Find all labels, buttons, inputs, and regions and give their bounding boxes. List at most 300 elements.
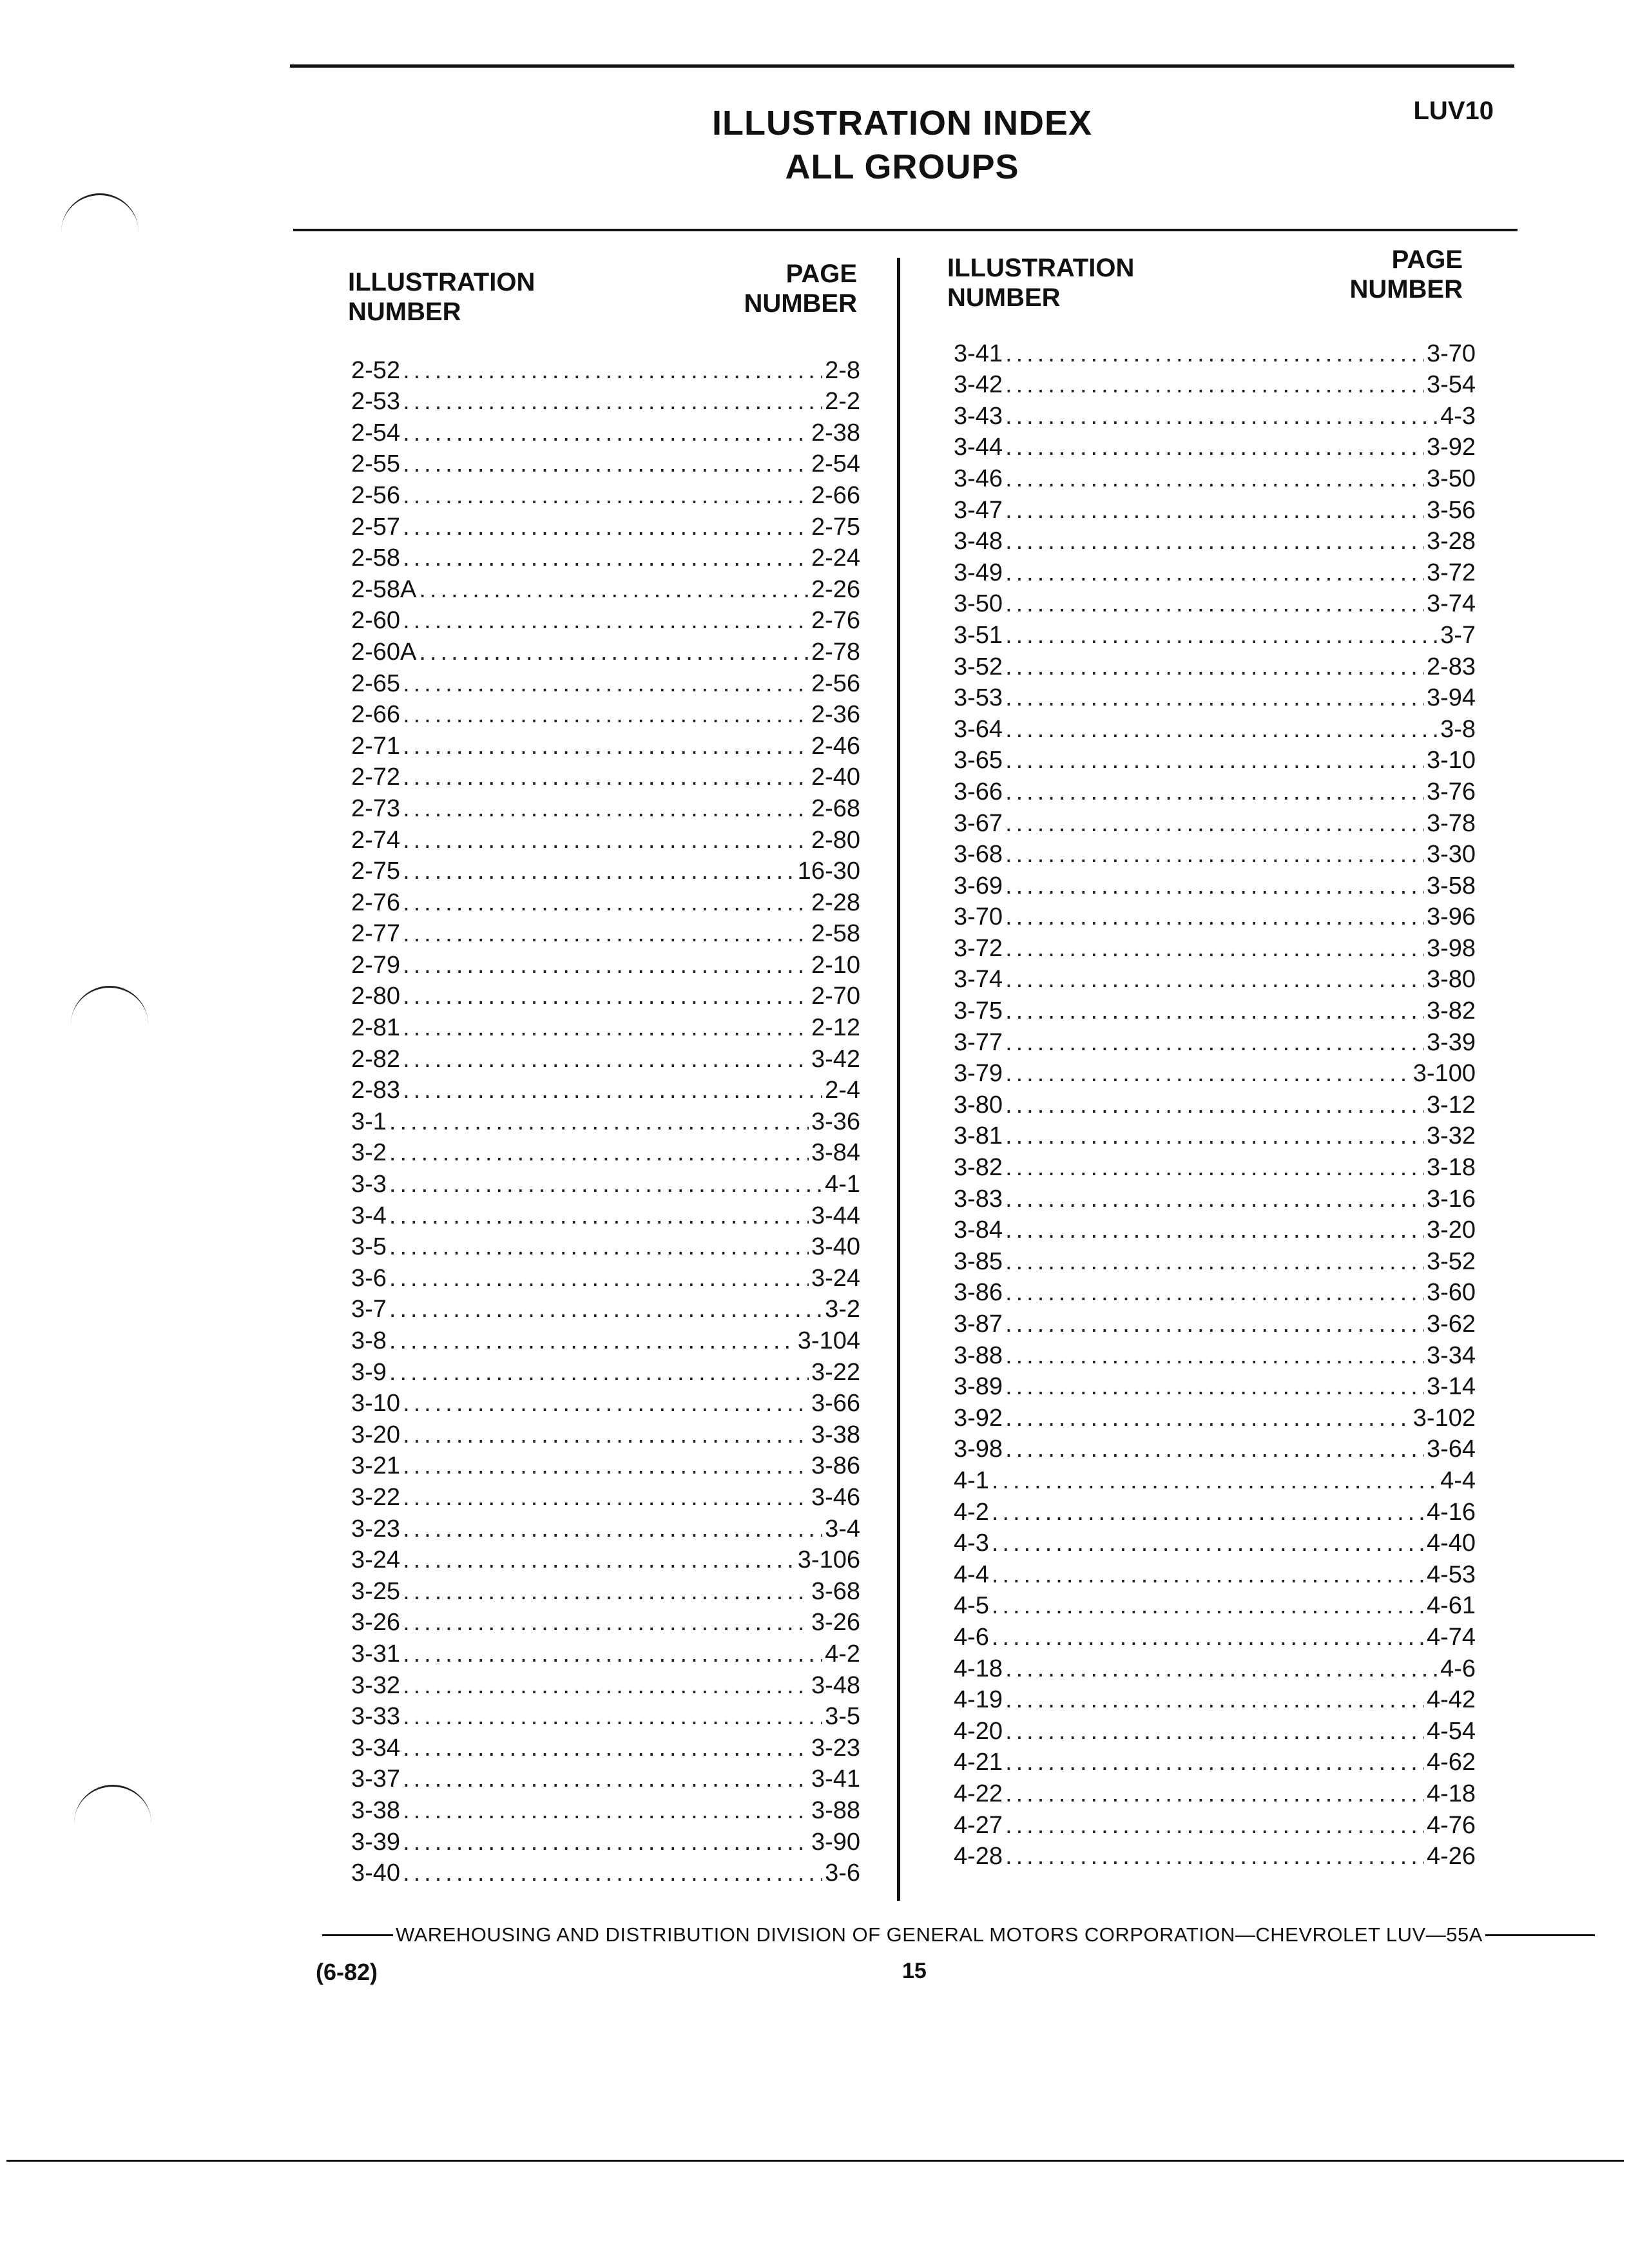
page-reference: 2-75 <box>811 513 860 541</box>
page-reference: 3-36 <box>811 1108 860 1135</box>
page-reference: 3-28 <box>1426 528 1476 555</box>
illustration-number: 3-31 <box>351 1640 401 1667</box>
dot-leader <box>1005 1278 1424 1307</box>
dot-leader <box>1005 559 1424 587</box>
illustration-number: 2-75 <box>351 858 401 885</box>
page-reference: 3-74 <box>1426 590 1476 618</box>
revision-date: (6-82) <box>316 1959 378 1985</box>
page-reference: 3-82 <box>1426 997 1476 1025</box>
punch-hole-mark <box>61 193 139 240</box>
page-reference: 3-32 <box>1426 1122 1476 1150</box>
index-entry <box>351 1293 860 1324</box>
page-reference: 2-66 <box>811 481 860 509</box>
dot-leader <box>403 544 809 572</box>
footer-publisher-line <box>322 1923 1547 1946</box>
page-reference: 3-68 <box>811 1577 860 1605</box>
illustration-number: 2-81 <box>351 1014 401 1042</box>
illustration-number: 3-65 <box>954 747 1003 774</box>
illustration-number: 3-20 <box>351 1421 401 1448</box>
page-reference: 3-2 <box>825 1296 860 1323</box>
index-entry <box>954 1088 1476 1119</box>
index-entry <box>954 869 1476 900</box>
index-entry <box>351 1167 860 1198</box>
dot-leader <box>1005 370 1424 399</box>
index-entry <box>954 1150 1476 1182</box>
illustration-number: 3-43 <box>954 402 1003 430</box>
index-entry <box>954 1714 1476 1745</box>
page-reference: 2-28 <box>811 889 860 916</box>
illustration-number: 2-58 <box>351 544 401 572</box>
index-entry <box>954 838 1476 869</box>
index-entry <box>954 1776 1476 1808</box>
page-reference: 3-16 <box>1426 1185 1476 1213</box>
dot-leader <box>403 419 809 447</box>
index-entry <box>351 510 860 541</box>
illustration-number: 2-65 <box>351 669 401 697</box>
page-reference: 3-44 <box>811 1202 860 1229</box>
index-entry <box>351 478 860 510</box>
illustration-number: 3-77 <box>954 1028 1003 1056</box>
dot-leader <box>1005 527 1424 555</box>
page-reference: 2-4 <box>825 1077 860 1104</box>
illustration-number: 2-76 <box>351 889 401 916</box>
page-reference: 3-102 <box>1412 1404 1476 1432</box>
page-reference: 4-3 <box>1440 402 1476 430</box>
page-reference: 3-72 <box>1426 559 1476 586</box>
illustration-number: 3-87 <box>954 1311 1003 1338</box>
index-entry <box>954 1620 1476 1651</box>
page-reference: 3-56 <box>1426 496 1476 524</box>
dot-leader <box>403 1076 822 1104</box>
page-reference: 3-76 <box>1426 778 1476 805</box>
header-label: PAGE <box>786 260 857 288</box>
page-reference: 2-36 <box>811 701 860 729</box>
header-label: ILLUSTRATION <box>947 254 1135 282</box>
dot-leader <box>403 356 822 385</box>
index-entry <box>351 1010 860 1042</box>
index-entry <box>954 524 1476 556</box>
index-entry <box>351 823 860 854</box>
index-entry <box>954 555 1476 587</box>
page-reference: 3-64 <box>1426 1436 1476 1463</box>
index-entry <box>351 1543 860 1575</box>
illustration-number: 4-27 <box>954 1811 1003 1839</box>
index-entry <box>954 1025 1476 1057</box>
dot-leader <box>403 919 809 948</box>
illustration-number: 3-32 <box>351 1671 401 1699</box>
index-entry <box>954 1557 1476 1589</box>
page-reference: 3-86 <box>811 1452 860 1480</box>
illustration-number: 3-33 <box>351 1703 401 1731</box>
dot-leader <box>403 857 795 885</box>
dot-leader <box>1005 1404 1411 1432</box>
index-entry <box>351 760 860 792</box>
dot-leader <box>992 1529 1424 1557</box>
page-reference: 4-6 <box>1440 1655 1476 1682</box>
page-reference: 2-40 <box>811 764 860 791</box>
illustration-number: 3-50 <box>954 590 1003 618</box>
index-entry <box>351 1355 860 1387</box>
illustration-number: 3-75 <box>954 997 1003 1025</box>
dot-leader <box>403 732 809 760</box>
page-subtitle: ALL GROUPS <box>785 148 1019 186</box>
index-entry <box>351 635 860 666</box>
index-entry <box>954 774 1476 806</box>
page-reference: 3-20 <box>1426 1216 1476 1244</box>
page-reference: 3-26 <box>811 1609 860 1637</box>
page-reference: 3-46 <box>811 1483 860 1511</box>
index-entry <box>351 948 860 979</box>
index-entry <box>954 931 1476 963</box>
dot-leader <box>403 669 809 698</box>
page-reference: 3-90 <box>811 1828 860 1856</box>
index-entry <box>954 1244 1476 1276</box>
illustration-number: 3-51 <box>954 621 1003 649</box>
illustration-number: 3-25 <box>351 1577 401 1605</box>
illustration-number: 3-66 <box>954 778 1003 805</box>
dot-leader <box>1005 1059 1411 1088</box>
index-entry <box>954 1338 1476 1370</box>
illustration-number: 3-8 <box>351 1327 387 1354</box>
illustration-number: 2-60 <box>351 607 401 635</box>
right-illustration-number-header <box>947 253 1134 312</box>
page-reference: 3-94 <box>1426 684 1476 712</box>
illustration-number: 3-22 <box>351 1483 401 1511</box>
page-number: 15 <box>902 1959 927 1983</box>
footer-dash <box>1485 1934 1595 1936</box>
index-entry <box>351 1512 860 1543</box>
page-reference: 3-4 <box>825 1515 860 1542</box>
dot-leader <box>1005 997 1424 1025</box>
illustration-number: 4-2 <box>954 1498 989 1526</box>
right-page-number-header <box>1315 245 1463 304</box>
dot-leader <box>389 1108 809 1136</box>
page-reference: 3-100 <box>1412 1060 1476 1088</box>
index-entry <box>954 963 1476 994</box>
dot-leader <box>1005 684 1424 712</box>
illustration-number: 4-3 <box>954 1530 989 1557</box>
illustration-number: 2-71 <box>351 732 401 760</box>
page-reference: 2-54 <box>811 450 860 478</box>
dot-leader <box>403 951 809 979</box>
page-reference: 4-18 <box>1426 1780 1476 1807</box>
index-entry <box>351 885 860 917</box>
index-entry <box>954 1276 1476 1307</box>
index-entry <box>954 461 1476 493</box>
dot-leader <box>1005 746 1424 774</box>
page-reference: 3-48 <box>811 1671 860 1699</box>
page-reference: 4-54 <box>1426 1717 1476 1745</box>
right-index-list <box>954 336 1476 1870</box>
dot-leader <box>1005 1122 1424 1150</box>
index-entry <box>351 1261 860 1293</box>
index-entry <box>954 1307 1476 1338</box>
page-reference: 2-10 <box>811 951 860 979</box>
index-entry <box>351 698 860 729</box>
punch-hole-mark <box>74 1785 151 1832</box>
illustration-number: 3-52 <box>954 653 1003 680</box>
page-reference: 2-68 <box>811 794 860 822</box>
illustration-number: 2-82 <box>351 1045 401 1073</box>
page-reference: 4-2 <box>825 1640 860 1667</box>
illustration-number: 3-39 <box>351 1828 401 1856</box>
index-entry <box>351 854 860 886</box>
dot-leader <box>403 606 809 635</box>
index-entry <box>954 1840 1476 1871</box>
page-reference: 4-76 <box>1426 1811 1476 1839</box>
index-entry <box>351 1480 860 1512</box>
illustration-number: 2-74 <box>351 826 401 854</box>
illustration-number: 3-53 <box>954 684 1003 712</box>
punch-hole-mark <box>71 986 148 1033</box>
dot-leader <box>419 575 809 604</box>
dot-leader <box>403 1828 809 1856</box>
left-index-list <box>351 353 860 1887</box>
index-entry <box>351 1042 860 1073</box>
page-reference: 3-23 <box>811 1734 860 1762</box>
illustration-number: 2-66 <box>351 701 401 729</box>
left-page-number-header <box>709 259 857 318</box>
illustration-number: 3-85 <box>954 1247 1003 1275</box>
dot-leader <box>1005 433 1424 461</box>
index-entry <box>351 1606 860 1637</box>
left-illustration-number-header <box>348 267 535 327</box>
dot-leader <box>1005 1435 1424 1463</box>
page-reference: 3-7 <box>1440 621 1476 649</box>
index-entry <box>351 1387 860 1418</box>
index-entry <box>351 572 860 604</box>
illustration-number: 4-5 <box>954 1592 989 1620</box>
index-entry <box>351 1637 860 1668</box>
dot-leader <box>403 1014 809 1042</box>
index-entry <box>351 1762 860 1794</box>
page-reference: 2-58 <box>811 920 860 948</box>
illustration-number: 3-9 <box>351 1358 387 1386</box>
illustration-number: 3-98 <box>954 1436 1003 1463</box>
index-entry <box>954 1463 1476 1495</box>
dot-leader <box>403 982 809 1010</box>
page-reference: 3-40 <box>811 1233 860 1261</box>
illustration-number: 3-64 <box>954 715 1003 743</box>
dot-leader <box>403 889 809 917</box>
illustration-number: 3-47 <box>954 496 1003 524</box>
page-reference: 4-53 <box>1426 1561 1476 1588</box>
page-reference: 2-26 <box>811 575 860 603</box>
index-entry <box>351 1230 860 1262</box>
footer-dash <box>322 1934 393 1936</box>
page-reference: 3-54 <box>1426 371 1476 399</box>
dot-leader <box>403 700 809 729</box>
index-entry <box>954 712 1476 744</box>
index-entry <box>954 618 1476 649</box>
index-entry <box>351 353 860 385</box>
page-reference: 2-12 <box>811 1014 860 1042</box>
dot-leader <box>1005 1748 1424 1776</box>
page-reference: 2-83 <box>1426 653 1476 680</box>
index-entry <box>351 1136 860 1168</box>
dot-leader <box>1005 1185 1424 1213</box>
page-reference: 3-34 <box>1426 1341 1476 1369</box>
index-entry <box>954 368 1476 399</box>
dot-leader <box>403 826 809 854</box>
index-entry <box>351 541 860 573</box>
index-entry <box>954 994 1476 1025</box>
dot-leader <box>389 1139 809 1167</box>
illustration-number: 3-88 <box>954 1341 1003 1369</box>
dot-leader <box>403 763 809 791</box>
header-label: ILLUSTRATION <box>348 268 535 296</box>
illustration-number: 3-6 <box>351 1264 387 1292</box>
dot-leader <box>389 1264 809 1293</box>
header-rule <box>293 229 1518 231</box>
index-entry <box>954 1495 1476 1526</box>
dot-leader <box>403 1734 809 1762</box>
index-entry <box>954 649 1476 681</box>
page-reference: 3-96 <box>1426 903 1476 931</box>
top-rule <box>290 64 1514 68</box>
illustration-number: 4-22 <box>954 1780 1003 1807</box>
header-label: NUMBER <box>1349 275 1463 303</box>
page-reference: 3-8 <box>1440 715 1476 743</box>
illustration-number: 4-1 <box>954 1466 989 1494</box>
dot-leader <box>403 1389 809 1418</box>
illustration-number: 2-58A <box>351 575 417 603</box>
illustration-number: 2-73 <box>351 794 401 822</box>
document-code: LUV10 <box>1413 97 1494 125</box>
index-entry <box>954 1182 1476 1213</box>
index-entry <box>954 1213 1476 1245</box>
dot-leader <box>1005 653 1424 681</box>
illustration-number: 4-28 <box>954 1843 1003 1870</box>
dot-leader <box>1005 1091 1424 1119</box>
illustration-number: 3-67 <box>954 809 1003 837</box>
page-reference: 4-61 <box>1426 1592 1476 1620</box>
illustration-number: 3-10 <box>351 1390 401 1418</box>
page-reference: 3-58 <box>1426 872 1476 899</box>
illustration-number: 2-80 <box>351 983 401 1010</box>
illustration-number: 4-21 <box>954 1749 1003 1776</box>
illustration-number: 3-68 <box>954 841 1003 869</box>
illustration-number: 3-44 <box>954 434 1003 461</box>
dot-leader <box>1005 340 1424 368</box>
page-reference: 3-18 <box>1426 1154 1476 1182</box>
index-entry <box>954 744 1476 775</box>
page-reference: 3-66 <box>811 1390 860 1418</box>
index-entry <box>351 416 860 447</box>
index-entry <box>954 1683 1476 1715</box>
dot-leader <box>403 1546 795 1574</box>
page-reference: 3-84 <box>811 1139 860 1167</box>
page-reference: 3-88 <box>811 1796 860 1824</box>
dot-leader <box>1005 903 1424 931</box>
illustration-number: 3-79 <box>954 1060 1003 1088</box>
index-entry <box>351 1668 860 1700</box>
page-reference: 3-104 <box>797 1327 860 1354</box>
dot-leader <box>403 1671 809 1700</box>
index-entry <box>351 1323 860 1355</box>
page-reference: 3-38 <box>811 1421 860 1448</box>
index-entry <box>351 1825 860 1856</box>
illustration-number: 2-72 <box>351 764 401 791</box>
illustration-number: 2-77 <box>351 920 401 948</box>
page-reference: 2-38 <box>811 419 860 447</box>
page-reference: 4-74 <box>1426 1623 1476 1651</box>
page-reference: 3-30 <box>1426 841 1476 869</box>
dot-leader <box>1005 590 1424 618</box>
index-entry <box>351 666 860 698</box>
page-reference: 16-30 <box>797 858 860 885</box>
dot-leader <box>1005 1842 1424 1870</box>
dot-leader <box>403 1421 809 1449</box>
index-entry <box>954 1057 1476 1088</box>
page-reference: 2-76 <box>811 607 860 635</box>
illustration-number: 3-42 <box>954 371 1003 399</box>
illustration-number: 3-1 <box>351 1108 387 1135</box>
page-reference: 3-78 <box>1426 809 1476 837</box>
index-entry <box>954 806 1476 838</box>
index-entry <box>954 681 1476 713</box>
footer-text: WAREHOUSING AND DISTRIBUTION DIVISION OF GENERAL MOTORS CORPORATION—CHEVROLET LUV—55A <box>396 1923 1483 1946</box>
dot-leader <box>389 1202 809 1230</box>
dot-leader <box>1005 1717 1424 1745</box>
column-divider <box>897 258 900 1901</box>
dot-leader <box>992 1498 1424 1526</box>
page-reference: 3-106 <box>797 1546 860 1574</box>
illustration-number: 4-18 <box>954 1655 1003 1682</box>
illustration-number: 3-24 <box>351 1546 401 1574</box>
index-entry <box>351 385 860 416</box>
index-entry <box>351 1418 860 1449</box>
page-reference: 2-46 <box>811 732 860 760</box>
dot-leader <box>1005 840 1424 869</box>
illustration-number: 3-26 <box>351 1609 401 1637</box>
dot-leader <box>1005 1341 1424 1370</box>
page-reference: 3-22 <box>811 1358 860 1386</box>
index-entry <box>954 1526 1476 1558</box>
dot-leader <box>1005 1028 1424 1057</box>
illustration-number: 3-38 <box>351 1796 401 1824</box>
dot-leader <box>403 1483 809 1512</box>
page-reference: 3-24 <box>811 1264 860 1292</box>
illustration-number: 3-41 <box>954 340 1003 367</box>
illustration-number: 3-72 <box>954 934 1003 962</box>
dot-leader <box>1005 1153 1424 1182</box>
page-reference: 4-1 <box>825 1171 860 1198</box>
illustration-number: 4-6 <box>954 1623 989 1651</box>
dot-leader <box>389 1233 809 1261</box>
dot-leader <box>1005 1686 1424 1714</box>
index-entry <box>351 447 860 479</box>
index-entry <box>351 917 860 948</box>
index-entry <box>351 1104 860 1136</box>
index-entry <box>351 1700 860 1731</box>
illustration-number: 2-83 <box>351 1077 401 1104</box>
dot-leader <box>1005 1247 1424 1276</box>
index-entry <box>351 979 860 1011</box>
page-reference: 2-24 <box>811 544 860 572</box>
illustration-number: 3-3 <box>351 1171 387 1198</box>
illustration-number: 3-82 <box>954 1154 1003 1182</box>
illustration-number: 2-60A <box>351 638 417 666</box>
dot-leader <box>1005 1780 1424 1808</box>
dot-leader <box>1005 402 1438 430</box>
illustration-number: 3-7 <box>351 1296 387 1323</box>
dot-leader <box>419 638 809 666</box>
illustration-number: 3-84 <box>954 1216 1003 1244</box>
illustration-number: 3-5 <box>351 1233 387 1261</box>
dot-leader <box>403 1702 822 1731</box>
page-reference: 2-80 <box>811 826 860 854</box>
